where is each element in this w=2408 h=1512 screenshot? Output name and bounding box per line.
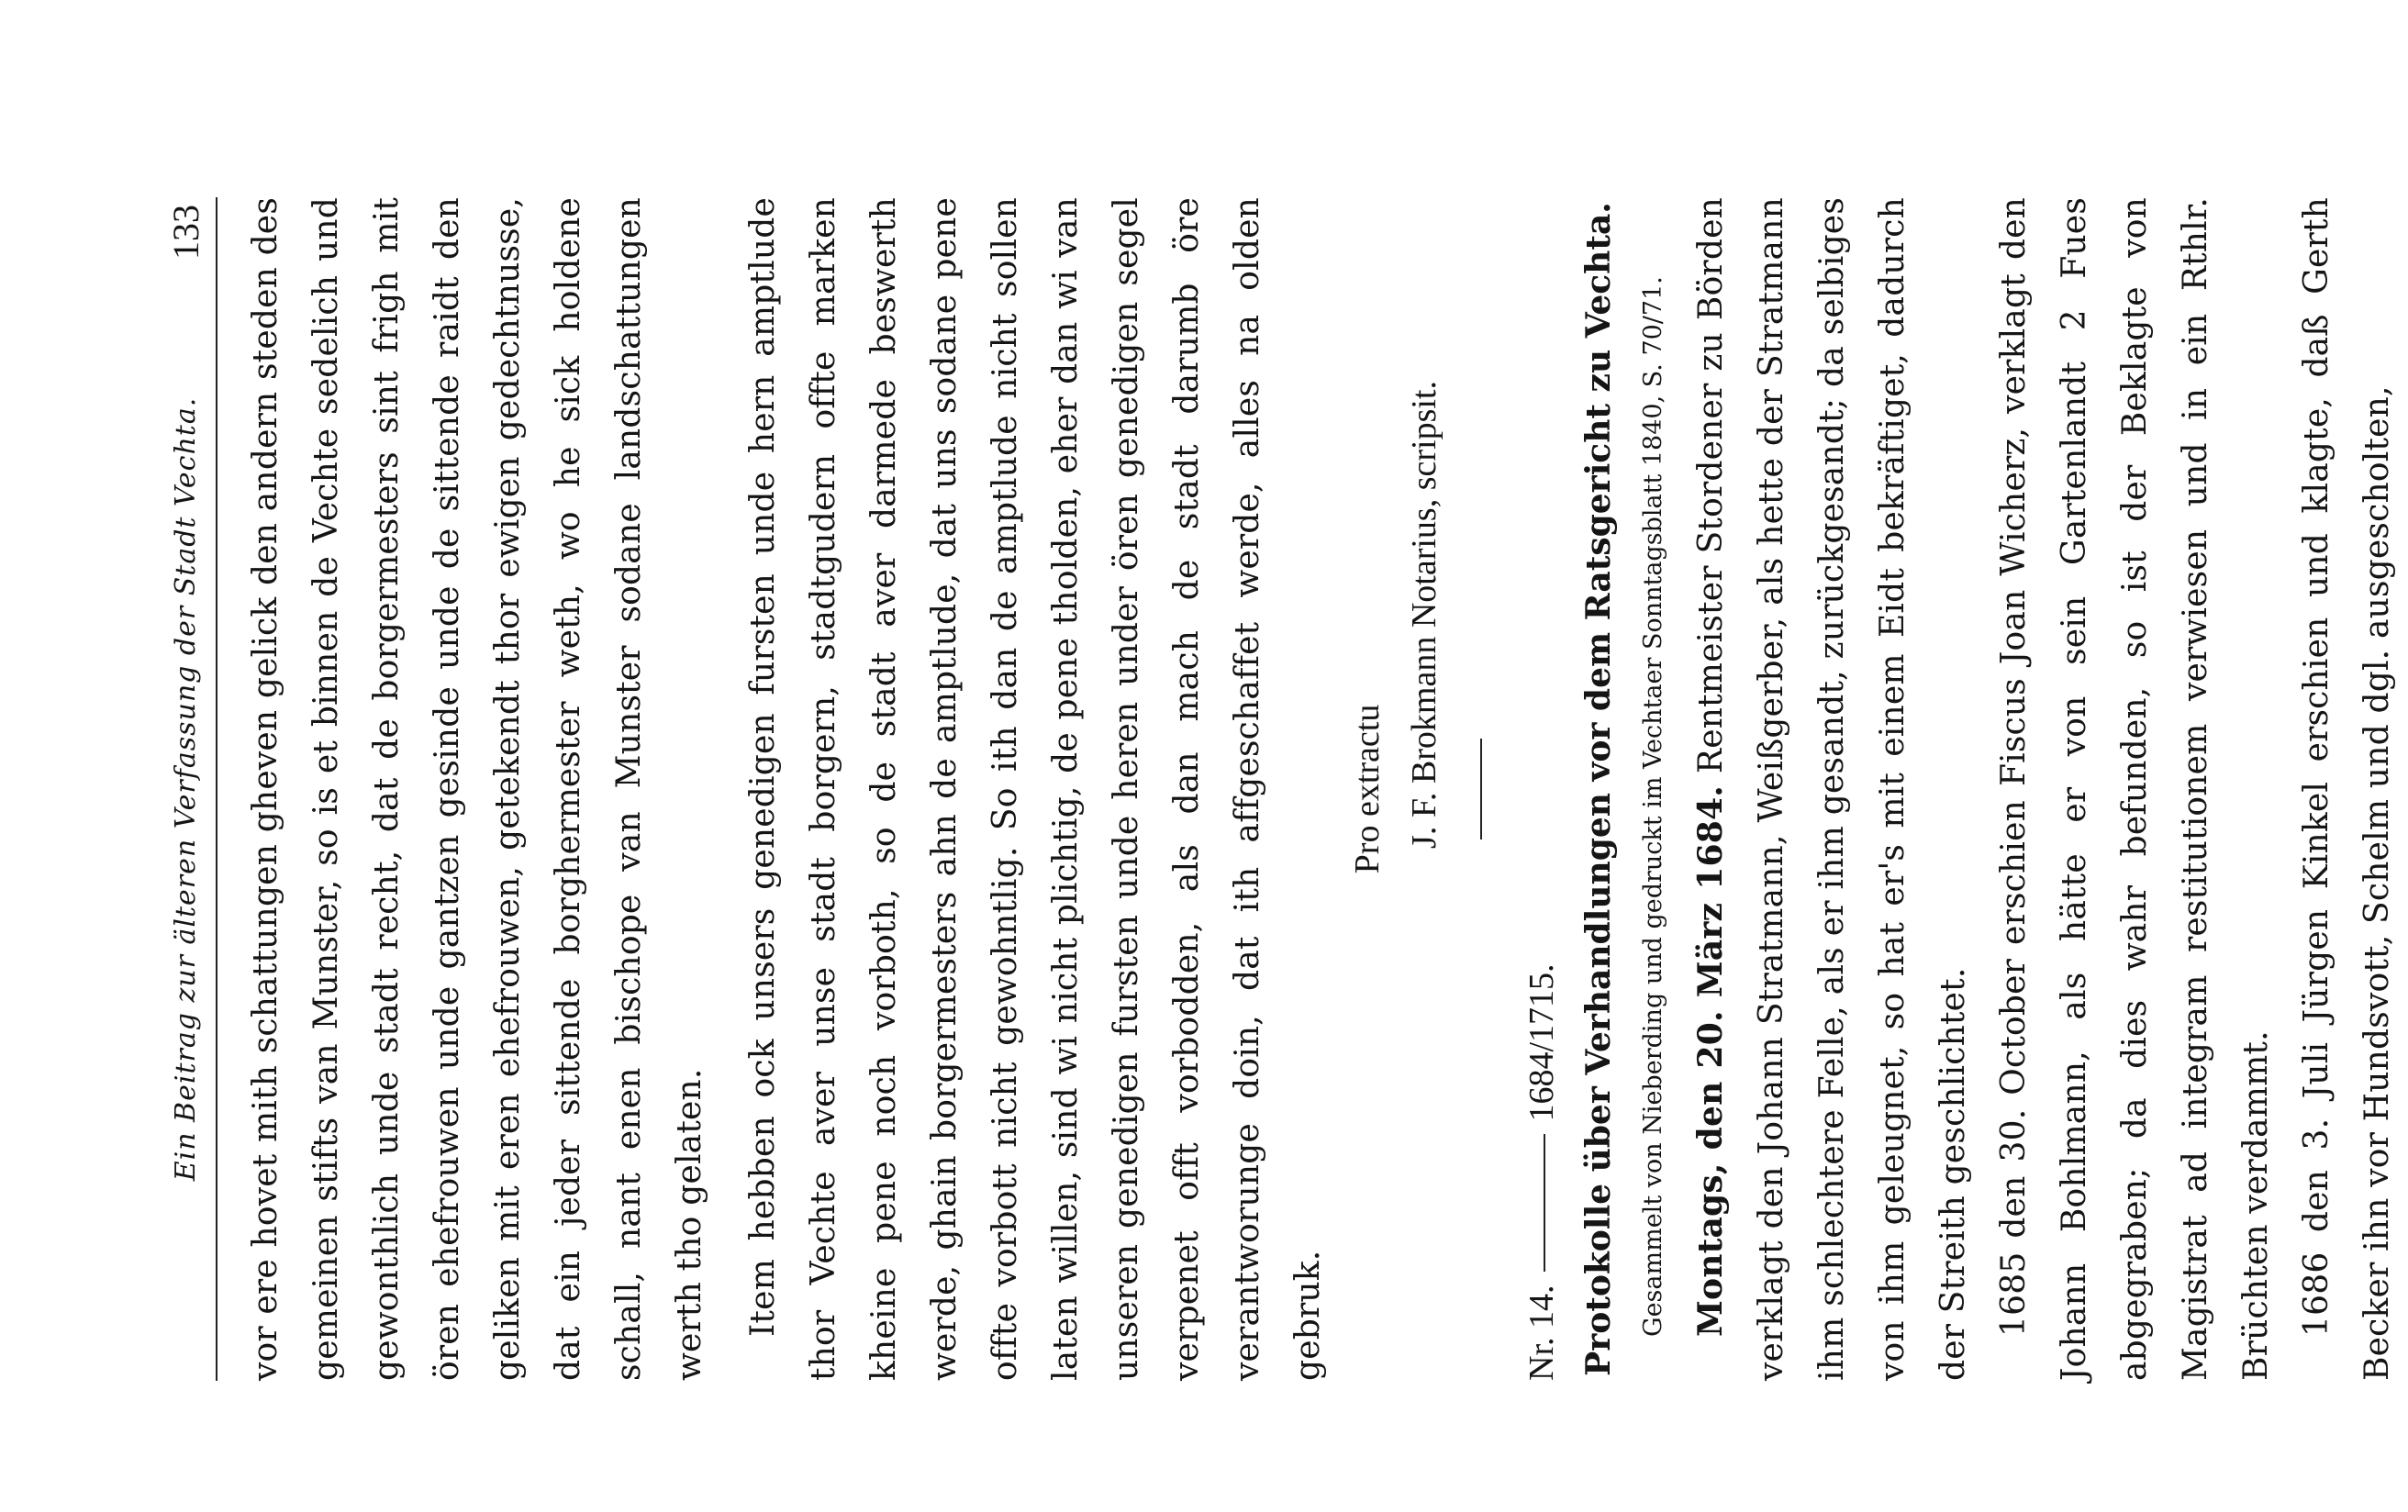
heading-dash xyxy=(1544,1135,1545,1273)
running-title: Ein Beitrag zur älteren Verfassung der Stadt Vechta. xyxy=(170,396,202,1182)
paragraph-schattungen: vor ere hovet mith schattungen gheven gelick den andern steden des gemeinen stifts van Munster, so is et binnen de Vechte sedelich und gewonthlich unde stadt recht, dat de borgermesters sint frigh mit ören ehefrouwen unde gantzen gesinde unde de sittende raidt den geliken mit eren ehefrouwen, getekendt thor ewigen gedechtnusse, dat ein jeder sittende borghermester weth, wo he sick holdene schall, nant enen bischope van Munster sodane landschattungen werth tho gelaten. xyxy=(247,197,708,1381)
section-divider xyxy=(1480,739,1482,839)
notary-signature: J. F. Brokmann Notarius, scripsit. xyxy=(1405,381,1444,849)
page-number: 133 xyxy=(165,205,206,260)
paragraph-spacer xyxy=(720,197,733,1381)
header-rule xyxy=(216,197,217,1381)
paragraph-item-amptlude: Item hebben ock unsers genedigen fursten unde hern amptlude thor Vechte aver unse stadt borgern, stadtgudern offte marken kheine pene noch vorboth, so de stadt aver darmede beswerth werde, ghain borgermesters ahn de amptlude, dat uns sodane pene offte vorbott nicht gewohntlig. So ith dan de amptlude nicht sollen laten willen, sind wi nicht plichtig, de pene tholden, eher dan wi van unseren genedigen fursten unde heren under ören genedigen segel verpenet offt vorbodden, als dan mach de stadt darumb öre verantworunge doin, dat ith affgeschaffet werde, alles na olden gebruk. xyxy=(744,197,1327,1381)
document-title: Protokolle über Verhandlungen vor dem Ratsgericht zu Vechta. xyxy=(1579,202,1618,1376)
document-heading xyxy=(1513,197,1570,1381)
entry-1684-text: Rentmeister Stordener zu Börden verklagt den Johann Stratmann, Weißgerber, als hette der Stratmann ihm schlechtere Felle, als er ihm gesandt, zurückgesandt; da selbiges von ihm geleugnet, so hat er's mit einem Eidt bekräftiget, dadurch der Streith geschlichtet. xyxy=(1692,197,1972,1381)
pro-extractu: Pro extractu xyxy=(1348,704,1387,874)
book-page xyxy=(161,197,2396,1381)
entry-1684 xyxy=(1680,197,1984,1381)
entry-1685: 1685 den 30. October erschien Fiscus Joan Wicherz, verklagt den Johann Bohlmann, als hätte er von sein Gartenlandt 2 Fues abgegraben; da dies wahr befunden, so ist der Beklagte von Magistrat ad integram restitutionem verwiesen und in ein Rthlr. Brüchten verdammt. xyxy=(1995,197,2275,1381)
entry-1686: 1686 den 3. Juli Jürgen Kinkel erschien und klagte, daß Gerth Becker ihn vor Hundsvott, Schelm und dgl. ausgescholten, xyxy=(2298,197,2396,1381)
page-body xyxy=(236,197,2408,1381)
running-head xyxy=(161,197,212,1381)
source-note: Gesammelt von Nieberding und gedruckt im Vechtaer Sonntagsblatt 1840, S. 70/71. xyxy=(1639,276,1667,1337)
document-number: Nr. 14. xyxy=(1522,1284,1561,1381)
entry-1684-date: Montags, den 20. März 1684. xyxy=(1691,785,1730,1337)
rotated-page xyxy=(161,197,2396,1381)
document-years: 1684/1715. xyxy=(1522,963,1561,1122)
